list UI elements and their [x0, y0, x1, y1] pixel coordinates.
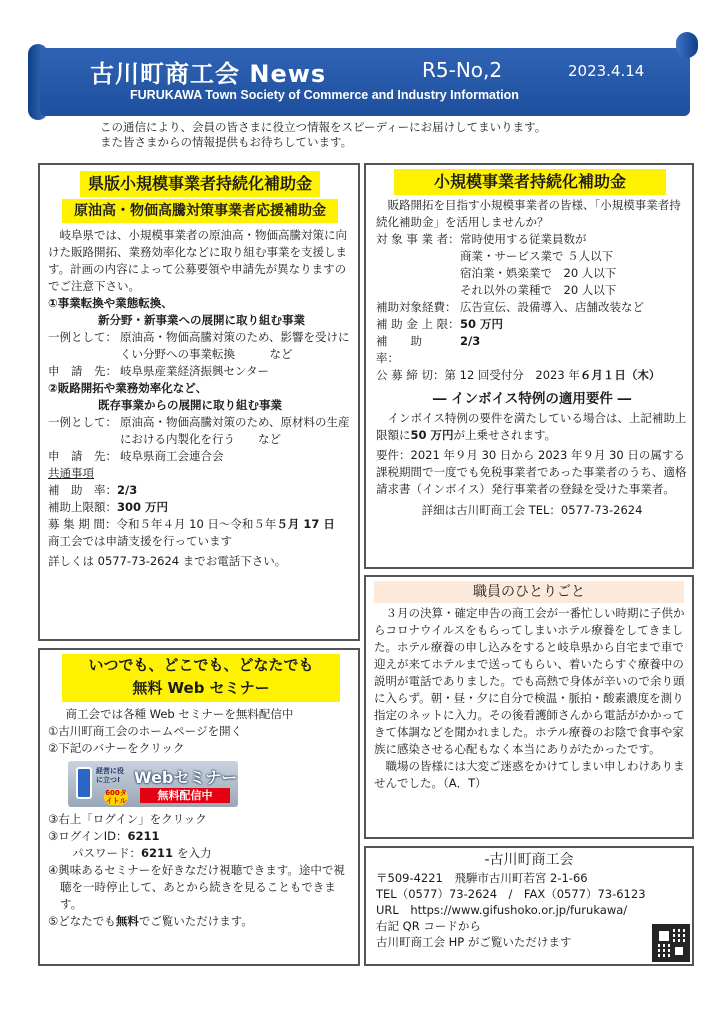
qr-note-2: 古川町商工会 HP がご覧いただけます [376, 935, 572, 949]
newsletter-title: 古川町商工会 News [90, 60, 327, 88]
qr-code-icon[interactable] [652, 924, 690, 962]
column-paragraph-1: ３月の決算・確定申告の商工会が一番忙しい時期に子供からコロナウイルスをもらってしまいホテル療養をしてきました。ホテル療養の申し込みをすると岐阜県から自宅まで車で迎えが来てホテルまで送ってもらい、着いたらすぐ療養中の説明が電話でありました。でも高熱で身体が辛いので余り頭に入らず。朝・昼・夕に自分で検温・脈拍・酸素濃度を測り指定のネットに入力。その後看護師さんから電話がかかってきて体調などを聞かれました。ホテル療養のお陰で食事や家族に感染させる心配もなく本当にありがたかったです。 [374, 606, 685, 756]
category-1-heading: ①事業転換や業態転換、 [48, 296, 173, 310]
issue-number: R5-No,2 [422, 58, 503, 82]
eligible-businesses [376, 231, 688, 248]
invoice-pre: インボイス特例の要件を満たしている場合は、上記補助上限額に [376, 411, 687, 442]
step-6 [48, 913, 354, 930]
qr-note-1: 右記 QR コードから [376, 919, 481, 933]
section-title: 職員のひとりごと [374, 581, 684, 603]
web-seminar-banner[interactable] [68, 761, 238, 807]
login-id-value: 6211 [127, 829, 160, 843]
step-5: ④興味あるセミナーを好きなだけ視聴できます。途中で視聴を一時停止して、あとから続きを見ることもできます。 [48, 863, 345, 911]
apply-text: 岐阜県産業経済振興センター [120, 364, 270, 378]
intro-line-1: この通信により、会員の皆さまに役立つ情報をスピーディーにお届けしてまいります。 [100, 120, 547, 134]
login-id-label: ③ログインID： [48, 829, 128, 843]
step-6-bold: 無料 [115, 914, 139, 928]
details-contact: 詳細は古川町商工会 TEL：0577-73-2624 [421, 503, 643, 517]
target-tier-3: それ以外の業種で 20 人以下 [460, 283, 617, 297]
intro-text [100, 120, 546, 150]
example-text: 原油高・物価高騰対策のため、影響を受けにくい分野への事業転換 など [120, 330, 350, 361]
expense-label: 補助対象経費： [376, 300, 457, 314]
step-2: ②下記のバナーをクリック [48, 741, 185, 755]
deadline-label: 公 募 締 切： [376, 368, 445, 382]
login-id [48, 828, 354, 845]
contact-note: 詳しくは 0577-73-2624 までお電話下さい。 [48, 554, 287, 568]
category-2-apply [48, 448, 354, 465]
category-2-example [48, 414, 354, 448]
section-title [62, 654, 340, 702]
subsidy-rate [48, 482, 354, 499]
expense-text: 広告宣伝、設備導入、店舗改装など [460, 300, 644, 314]
example-label: 一例として： [48, 415, 117, 429]
category-2-heading-2: 既存事業からの展開に取り組む事業 [98, 398, 282, 412]
application-period [48, 516, 354, 533]
deadline-text: 第 12 回受付分 2023 年 [444, 368, 580, 382]
password-value: 6211 [141, 846, 174, 860]
subsidy-limit [376, 316, 688, 333]
eligible-expenses [376, 299, 688, 316]
title-line-2: 無料 Web セミナー [132, 679, 270, 697]
rate-value: 2/3 [460, 334, 481, 348]
national-subsidy-section [364, 163, 694, 569]
support-note: 商工会では申請支援を行っています [48, 534, 232, 548]
intro-line-2: また皆さまからの情報提供もお待ちしています。 [100, 135, 353, 149]
banner-tagline: 経営に役に立つ! [96, 767, 124, 784]
target-tier-1: 商業・サービス業で ５人以下 [460, 249, 614, 263]
staff-column-section [364, 575, 694, 839]
target-text: 常時使用する従業員数が [460, 232, 587, 246]
banner-title-count: 600タイトル [105, 789, 127, 805]
prefectural-subsidy-section [38, 163, 360, 641]
limit-label: 補助上限額： [48, 500, 117, 514]
organization-name: -古川町商工会 [484, 852, 574, 868]
section-title: 県版小規模事業者持続化補助金 [80, 171, 320, 197]
apply-text: 岐阜県商工会連合会 [120, 449, 224, 463]
password-label: パスワード： [72, 846, 141, 860]
period-label: 募 集 期 間： [48, 517, 117, 531]
section-title: 小規模事業者持続化補助金 [394, 169, 666, 195]
subsidy-rate [376, 333, 688, 367]
address: 〒509-4221 飛騨市古川町若宮 2-1-66 [376, 871, 588, 885]
limit-value: 300 万円 [117, 500, 169, 514]
contact-footer [364, 846, 694, 966]
period-end: ５月 17 日 [276, 517, 335, 531]
limit-label: 補 助 金 上 限： [376, 317, 460, 331]
deadline-date: ６月１日（木） [579, 368, 661, 382]
description: 販路開拓を目指す小規模事業者の皆様、「小規模事業者持続化補助金」を活用しませんか？ [376, 198, 681, 229]
deadline [376, 367, 688, 384]
title-line-1: いつでも、どこでも、どなたでも [88, 656, 314, 674]
target-tier-2: 宿泊業・娯楽業で 20 人以下 [460, 266, 617, 280]
common-items-heading: 共通事項 [48, 466, 94, 480]
period-value: 令和５年４月 10 日～令和５年 [116, 517, 277, 531]
step-1: ①古川町商工会のホームページを開く [48, 724, 243, 738]
subsidy-limit [48, 499, 354, 516]
section-subtitle: 原油高・物価高騰対策事業者応援補助金 [62, 199, 338, 223]
rate-label: 補 助 率： [376, 334, 445, 365]
description: 岐阜県では、小規模事業者の原油高・物価高騰対策に向けた販路開拓、業務効率化などに取り組む事業を支援します。計画の内容によって公募要領や申請先が異なりますのでご注意下さい。 [48, 228, 347, 293]
invoice-post: が上乗せされます。 [453, 428, 557, 442]
step-6-pre: ⑤どなたでも [48, 914, 116, 928]
banner-title: Webセミナー [134, 768, 238, 787]
invoice-description [376, 410, 688, 444]
apply-label: 申 請 先： [48, 449, 117, 463]
lead-text: 商工会では各種 Web セミナーを無料配信中 [65, 707, 294, 721]
category-1-example [48, 329, 354, 363]
smartphone-icon [76, 767, 92, 799]
password [48, 845, 354, 862]
category-1-apply [48, 363, 354, 380]
column-paragraph-2: 職場の皆様には大変ご迷惑をかけてしまい申しわけありませんでした。（A．T） [374, 759, 685, 790]
invoice-amount: 50 万円 [410, 428, 454, 442]
banner-scroll-right [676, 32, 698, 58]
invoice-heading: ― インボイス特例の適用要件 ― [432, 391, 632, 407]
example-label: 一例として： [48, 330, 117, 344]
category-1-heading-2: 新分野・新事業への展開に取り組む事業 [98, 313, 305, 327]
web-seminar-section [38, 648, 360, 966]
newsletter-subtitle: FURUKAWA Town Society of Commerce and Industry Information [130, 88, 519, 102]
step-6-post: でご覧いただけます。 [138, 914, 253, 928]
limit-value: 50 万円 [460, 317, 504, 331]
apply-label: 申 請 先： [48, 364, 117, 378]
target-label: 対 象 事 業 者： [376, 232, 460, 246]
password-tail: を入力 [177, 846, 212, 860]
rate-label: 補 助 率： [48, 483, 117, 497]
example-text: 原油高・物価高騰対策のため、原材料の生産における内製化を行う など [120, 415, 350, 446]
rate-value: 2/3 [117, 483, 138, 497]
invoice-requirement: 要件：2021 年９月 30 日から 2023 年９月 30 日の属する課税期間で一度でも免税事業者であった事業者のうち、適格請求書（インボイス）発行事業者の登録を受けた事業者。 [376, 448, 687, 496]
tel-fax: TEL（0577）73-2624 / FAX（0577）73-6123 [376, 887, 646, 901]
category-2-heading: ②販路開拓や業務効率化など、 [48, 381, 208, 395]
step-3: ③右上「ログイン」をクリック [48, 812, 207, 826]
issue-date: 2023.4.14 [568, 62, 645, 80]
banner-free: 無料配信中 [140, 788, 230, 803]
website-url[interactable]: URL https://www.gifushoko.or.jp/furukawa/ [376, 903, 628, 917]
newsletter-banner [40, 48, 690, 116]
